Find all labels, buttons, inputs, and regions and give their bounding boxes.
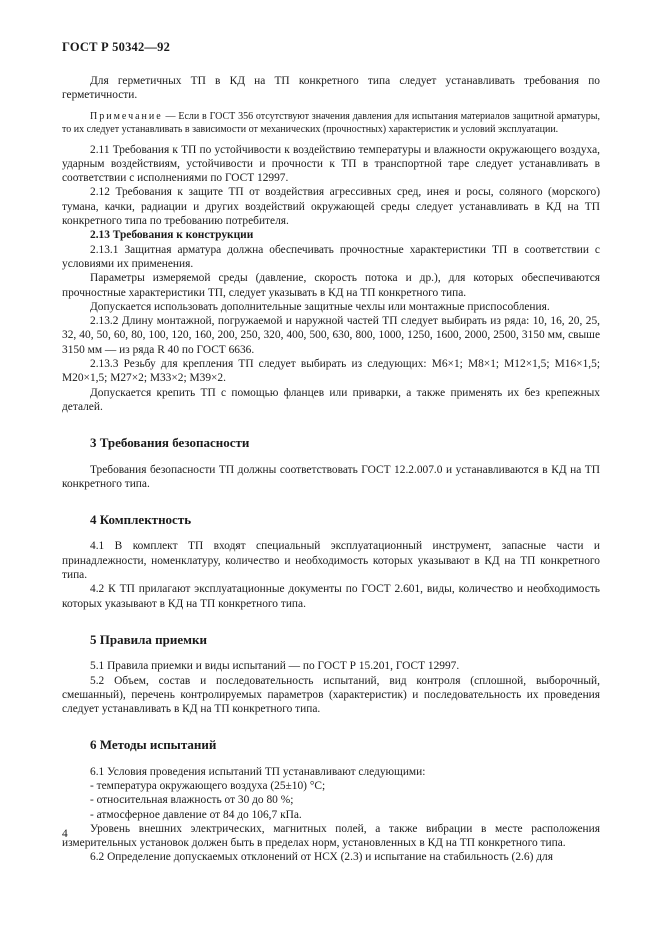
note-text: — Если в ГОСТ 356 отсутствуют значения давления для испытания материалов защитной арматуры, то их следует устанавливать в зависимости от механических (прочностных) характеристик и условий эксплуатации. <box>62 110 600 135</box>
paragraph-flanges: Допускается крепить ТП с помощью фланцев или приварки, а также применять их без крепежных деталей. <box>62 386 600 413</box>
paragraph-6-2: 6.2 Определение допускаемых отклонений от НСХ (2.3) и испытание на стабильность (2.6) для <box>90 851 553 864</box>
paragraph-allowed-covers: Допускается использовать дополнительные защитные чехлы или монтажные приспособления. <box>90 300 550 313</box>
note-label: Примечание <box>90 110 163 122</box>
list-item: - относительная влажность от 30 до 80 %; <box>90 794 294 807</box>
paragraph-2-11: 2.11 Требования к ТП по устойчивости к воздействию температуры и влажности окружающего воздуха, ударным воздействиям, устойчивости и прочности к ТП в транспортной таре следует устанавливать в соответствии с исполнениями по ГОСТ 12997. <box>62 143 600 185</box>
paragraph-4-1: 4.1 В комплект ТП входят специальный эксплуатационный инструмент, запасные части и принадлежности, номенклатуру, количество и необходимость которых указывают в КД на ТП конкретного типа. <box>62 540 600 582</box>
list-item: - температура окружающего воздуха (25±10) °C; <box>90 779 326 792</box>
note <box>62 110 600 136</box>
paragraph-2-13-2: 2.13.2 Длину монтажной, погружаемой и наружной частей ТП следует выбирать из ряда: 10, 16, 20, 25, 32, 40, 50, 60, 80, 100, 120, 160, 200, 250, 320, 400, 500, 630, 800, 1000, 1250, 1600, 2000, 2500, 3150 мм, свыше 3150 мм — из ряда R 40 по ГОСТ 6636. <box>62 315 600 356</box>
section-6-title: 6 Методы испытаний <box>90 737 217 753</box>
page-number: 4 <box>62 828 68 840</box>
subheading-2-13: 2.13 Требования к конструкции <box>90 229 254 242</box>
paragraph-media-params: Параметры измеряемой среды (давление, скорость потока и др.), для которых обеспечиваются прочностные характеристики ТП, следует указывать в КД на ТП конкретного типа. <box>62 272 600 299</box>
section-3-paragraph: Требования безопасности ТП должны соответствовать ГОСТ 12.2.007.0 и устанавливаются в КД на ТП конкретного типа. <box>62 463 600 490</box>
section-5-title: 5 Правила приемки <box>90 631 207 647</box>
document-header: ГОСТ Р 50342—92 <box>62 40 171 54</box>
paragraph-hermetic: Для герметичных ТП в КД на ТП конкретного типа следует устанавливать требования по герметичности. <box>62 75 600 102</box>
section-3-title: 3 Требования безопасности <box>90 435 250 451</box>
list-item: - атмосферное давление от 84 до 106,7 кПа. <box>90 808 302 821</box>
test-conditions-list <box>62 779 600 822</box>
paragraph-2-12: 2.12 Требования к защите ТП от воздействия агрессивных сред, инея и росы, соляного (морского) тумана, качки, радиации и других воздействий окружающей среды следует устанавливать в КД на ТП конкретного типа по требованию потребителя. <box>62 186 600 228</box>
paragraph-2-13-3: 2.13.3 Резьбу для крепления ТП следует выбирать из следующих: М6×1; М8×1; М12×1,5; М16×1,5; М20×1,5; М27×2; М33×2; М39×2. <box>62 358 600 385</box>
document-body <box>62 74 600 865</box>
paragraph-6-1: 6.1 Условия проведения испытаний ТП устанавливают следующими: <box>90 765 426 778</box>
paragraph-5-1: 5.1 Правила приемки и виды испытаний — по ГОСТ Р 15.201, ГОСТ 12997. <box>90 660 460 673</box>
paragraph-2-13-1: 2.13.1 Защитная арматура должна обеспечивать прочностные характеристики ТП в соответствии с условиями их применения. <box>62 243 600 270</box>
paragraph-4-2: 4.2 К ТП прилагают эксплуатационные документы по ГОСТ 2.601, виды, количество и необходимость которых указывают в КД на ТП конкретного типа. <box>62 583 600 610</box>
section-4-title: 4 Комплектность <box>90 512 192 528</box>
paragraph-fields-level: Уровень внешних электрических, магнитных полей, а также вибрации в месте расположения измерительных установок должен быть в пределах норм, установленных в КД на ТП конкретного типа. <box>62 822 600 850</box>
paragraph-5-2: 5.2 Объем, состав и последовательность испытаний, вид контроля (сплошной, выборочный, смешанный), перечень контролируемых параметров (характеристик) и последовательность их проведения следует устанавливать в КД на ТП конкретного типа. <box>62 674 600 716</box>
